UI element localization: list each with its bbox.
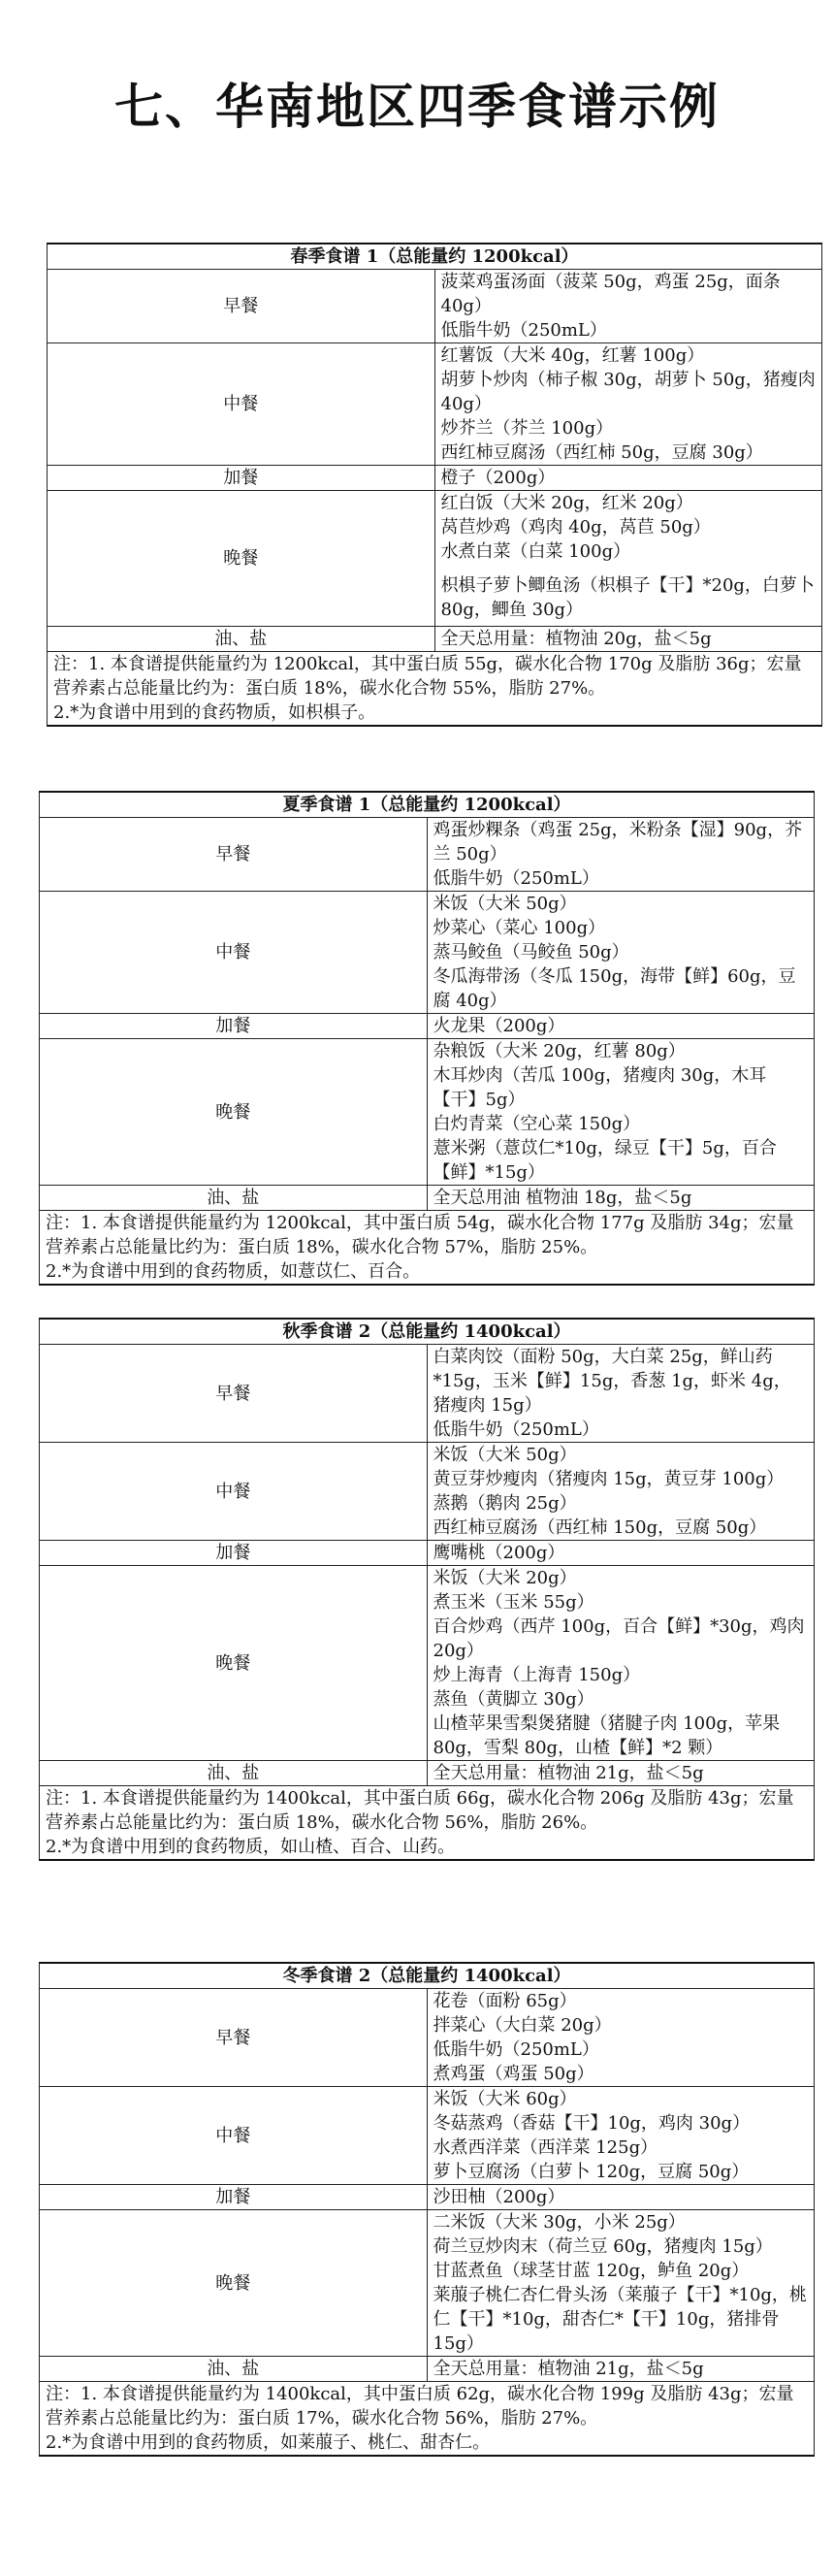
dish-item: 薏米粥（薏苡仁*10g，绿豆【干】5g，百合【鲜】*15g） [433,1138,777,1183]
meal-label: 中餐 [48,343,435,466]
dish-item: 胡萝卜炒肉（柿子椒 30g，胡萝卜 50g，猪瘦肉 40g） [440,370,816,414]
note-line: 注：1. 本食谱提供能量约为 1200kcal，其中蛋白质 54g，碳水化合物 177g 及脂肪 34g；宏量营养素占总能量比约为：蛋白质 18%，碳水化合物 57%，脂肪 25%。 [46,1213,794,1257]
meal-label: 晚餐 [48,491,435,627]
dish-item: 杂粮饭（大米 20g，红薯 80g） [433,1041,686,1061]
dish-item: 莴苣炒鸡（鸡肉 40g，莴苣 50g） [440,517,711,538]
dish-list [427,2210,815,2357]
dish-item: 红薯饭（大米 40g，红薯 100g） [440,345,705,366]
meal-row-lunch [40,892,815,1014]
dish-list [427,1345,815,1443]
meal-label: 早餐 [48,270,435,343]
dish-item: 西红柿豆腐汤（西红柿 150g，豆腐 50g） [433,1517,767,1538]
dish-item: 鸡蛋炒粿条（鸡蛋 25g，米粉条【湿】90g，芥兰 50g） [433,820,803,864]
dish-item: 米饭（大米 50g） [433,1445,577,1465]
dish-item: 冬菇蒸鸡（香菇【干】10g，鸡肉 30g） [433,2113,751,2134]
meal-label: 油、盐 [48,627,435,652]
dish-item: 花卷（面粉 65g） [433,1991,577,2011]
meal-row-breakfast [40,1345,815,1443]
menu-title: 夏季食谱 1（总能量约 1200kcal） [40,792,815,818]
meal-label: 油、盐 [40,1186,428,1211]
dish-item: 西红柿豆腐汤（西红柿 50g，豆腐 30g） [440,442,763,463]
notes-row [40,1211,815,1286]
note-line: 2.*为食谱中用到的食药物质，如山楂、百合、山药。 [46,1837,456,1857]
meal-row-dinner [40,1566,815,1761]
dish-item: 枳椇子萝卜鲫鱼汤（枳椇子【干】*20g，白萝卜 80g，鲫鱼 30g） [440,575,815,620]
dish-list [427,1186,815,1211]
note-line: 注：1. 本食谱提供能量约为 1200kcal，其中蛋白质 55g，碳水化合物 170g 及脂肪 36g；宏量营养素占总能量比约为：蛋白质 18%，碳水化合物 55%，脂肪 27%。 [53,654,802,699]
note-line: 注：1. 本食谱提供能量约为 1400kcal，其中蛋白质 66g，碳水化合物 206g 及脂肪 43g；宏量营养素占总能量比约为：蛋白质 18%，碳水化合物 56%，脂肪 26%。 [46,1788,794,1833]
dish-item: 米饭（大米 20g） [433,1568,577,1588]
dish-list [434,491,822,627]
meal-row-breakfast [40,1989,815,2087]
meal-row-breakfast [48,270,822,343]
dish-list [427,1039,815,1186]
dish-item: 全天总用量：植物油 21g，盐＜5g [433,1763,704,1783]
dish-list [427,2185,815,2210]
meal-label: 加餐 [48,466,435,491]
notes [40,2382,815,2457]
dish-item: 沙田柚（200g） [433,2187,565,2207]
dish-item: 莱菔子桃仁杏仁骨头汤（莱菔子【干】*10g，桃仁【干】*10g，甜杏仁*【干】10g，猪排骨 15g） [433,2285,807,2354]
dish-list [427,1541,815,1566]
dish-item: 炒芥兰（芥兰 100g） [440,418,614,439]
dish-item: 全天总用油 植物油 18g，盐＜5g [433,1188,692,1208]
dish-list [427,1443,815,1541]
meal-label: 晚餐 [40,2210,428,2357]
dish-list [427,892,815,1014]
dish-list [427,1989,815,2087]
meal-label: 油、盐 [40,2357,428,2382]
dish-item: 拌菜心（大白菜 20g） [433,2015,612,2036]
meal-row-lunch [40,1443,815,1541]
dish-item: 萝卜豆腐汤（白萝卜 120g，豆腐 50g） [433,2162,750,2182]
dish-item: 菠菜鸡蛋汤面（菠菜 50g，鸡蛋 25g，面条 40g） [440,272,781,316]
meal-label: 早餐 [40,1989,428,2087]
dish-item: 水煮白菜（白菜 100g） [440,541,631,562]
meal-row-oil-salt [40,1761,815,1786]
dish-item: 蒸鹅（鹅肉 25g） [433,1493,577,1514]
notes-row [40,1786,815,1861]
dish-item: 鹰嘴桃（200g） [433,1543,565,1563]
dish-list [427,818,815,892]
meal-label: 晚餐 [40,1039,428,1186]
dish-item: 蒸马鲛鱼（马鲛鱼 50g） [433,942,629,962]
notes-row [40,2382,815,2457]
notes [48,652,822,727]
dish-list [427,1014,815,1039]
menu-table-autumn [39,1318,815,1861]
notes [40,1786,815,1861]
meal-row-dinner [48,491,822,627]
dish-list [427,1566,815,1761]
dish-item: 炒上海青（上海青 150g） [433,1665,641,1685]
dish-item: 炒菜心（菜心 100g） [433,918,606,938]
meal-label: 油、盐 [40,1761,428,1786]
dish-list [434,343,822,466]
note-line: 2.*为食谱中用到的食药物质，如薏苡仁、百合。 [46,1261,421,1282]
meal-row-dinner [40,1039,815,1186]
menu-title: 秋季食谱 2（总能量约 1400kcal） [40,1319,815,1345]
dish-item: 蒸鱼（黄脚立 30g） [433,1689,594,1710]
dish-item: 水煮西洋菜（西洋菜 125g） [433,2137,658,2158]
meal-row-breakfast [40,818,815,892]
meal-row-oil-salt [48,627,822,652]
dish-item: 二米饭（大米 30g，小米 25g） [433,2212,686,2233]
dish-item: 冬瓜海带汤（冬瓜 150g，海带【鲜】60g，豆腐 40g） [433,966,796,1011]
meal-row-dinner [40,2210,815,2357]
meal-label: 中餐 [40,2087,428,2185]
dish-item: 白菜肉饺（面粉 50g，大白菜 25g，鲜山药*15g，玉米【鲜】15g，香葱 1g，虾米 4g，猪瘦肉 15g） [433,1347,791,1416]
notes-row [48,652,822,727]
dish-item: 红白饭（大米 20g，红米 20g） [440,493,693,513]
meal-label: 早餐 [40,818,428,892]
dish-item: 百合炒鸡（西芹 100g，百合【鲜】*30g，鸡肉 20g） [433,1616,805,1661]
menu-table-winter [39,1962,815,2457]
meal-row-snack [40,1014,815,1039]
dish-list [434,627,822,652]
dish-list [427,2357,815,2382]
dish-item: 全天总用量：植物油 21g，盐＜5g [433,2359,704,2379]
menu-table-spring [47,243,822,727]
menu-table-summer [39,791,815,1286]
dish-item: 米饭（大米 50g） [433,894,577,914]
dish-item: 橙子（200g） [440,468,556,488]
dish-item: 荷兰豆炒肉末（荷兰豆 60g，猪瘦肉 15g） [433,2236,773,2257]
dish-item: 低脂牛奶（250mL） [433,1419,599,1440]
dish-list [427,1761,815,1786]
dish-item: 低脂牛奶（250mL） [433,2039,599,2060]
meal-label: 加餐 [40,2185,428,2210]
meal-row-oil-salt [40,2357,815,2382]
meal-row-snack [48,466,822,491]
dish-item: 煮鸡蛋（鸡蛋 50g） [433,2064,594,2084]
meal-label: 早餐 [40,1345,428,1443]
menu-title: 春季食谱 1（总能量约 1200kcal） [48,244,822,270]
meal-label: 晚餐 [40,1566,428,1761]
dish-item: 低脂牛奶（250mL） [440,320,607,341]
notes [40,1211,815,1286]
dish-item: 白灼青菜（空心菜 150g） [433,1114,641,1134]
meal-label: 中餐 [40,1443,428,1541]
dish-item: 甘蓝煮鱼（球茎甘蓝 120g，鲈鱼 20g） [433,2261,750,2281]
dish-item: 全天总用量：植物油 20g，盐＜5g [440,629,712,649]
dish-item: 煮玉米（玉米 55g） [433,1592,594,1613]
note-line: 2.*为食谱中用到的食药物质，如枳椇子。 [53,702,376,723]
menu-title: 冬季食谱 2（总能量约 1400kcal） [40,1963,815,1989]
meal-row-snack [40,2185,815,2210]
meal-label: 中餐 [40,892,428,1014]
note-line: 2.*为食谱中用到的食药物质，如莱菔子、桃仁、甜杏仁。 [46,2432,491,2453]
dish-list [434,466,822,491]
dish-item: 火龙果（200g） [433,1016,565,1036]
dish-item: 木耳炒肉（苦瓜 100g，猪瘦肉 30g，木耳【干】5g） [433,1065,767,1110]
meal-row-lunch [48,343,822,466]
meal-row-oil-salt [40,1186,815,1211]
meal-label: 加餐 [40,1014,428,1039]
dish-item: 黄豆芽炒瘦肉（猪瘦肉 15g，黄豆芽 100g） [433,1469,785,1489]
meal-label: 加餐 [40,1541,428,1566]
meal-row-lunch [40,2087,815,2185]
dish-item: 米饭（大米 60g） [433,2089,577,2109]
dish-list [434,270,822,343]
dish-item: 低脂牛奶（250mL） [433,868,599,889]
page-title: 七、华南地区四季食谱示例 [114,79,720,135]
dish-list [427,2087,815,2185]
dish-item: 山楂苹果雪梨煲猪腱（猪腱子肉 100g，苹果 80g，雪梨 80g，山楂【鲜】*2 颗） [433,1713,781,1758]
meal-row-snack [40,1541,815,1566]
note-line: 注：1. 本食谱提供能量约为 1400kcal，其中蛋白质 62g，碳水化合物 199g 及脂肪 43g；宏量营养素占总能量比约为：蛋白质 17%，碳水化合物 56%，脂肪 27%。 [46,2384,794,2429]
